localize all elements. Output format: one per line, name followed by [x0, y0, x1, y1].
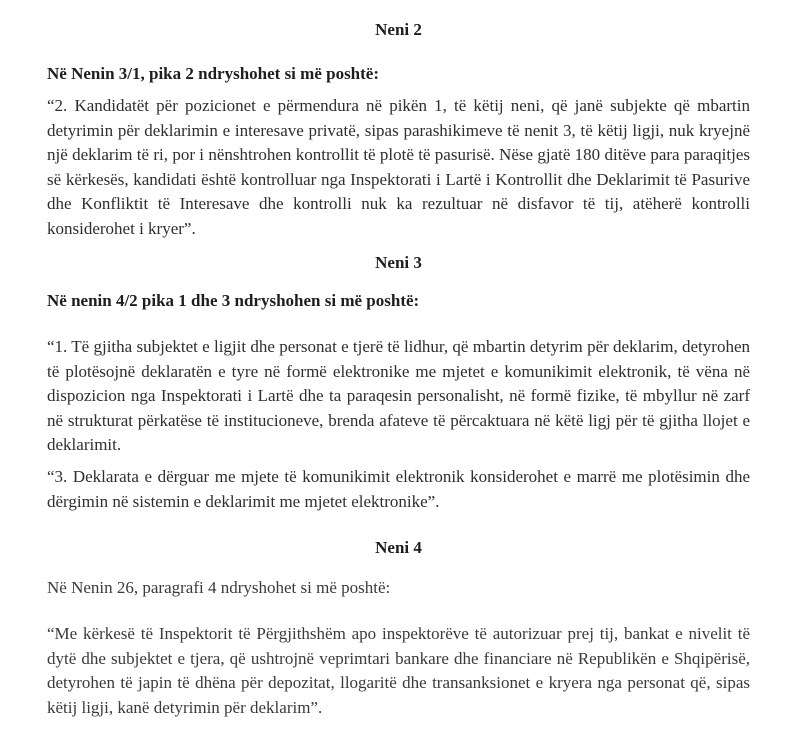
article-4-paragraph: “Me kërkesë të Inspektorit të Përgjithshëm apo inspektorëve të autorizuar prej tij, bankat e nivelit të dytë dhe subjektet e tjera, që ushtrojnë veprimtari bankare dhe financiare në Republikën e Shqipërisë, detyrohen të japin të dhëna për depozitat, llogaritë dhe transanksionet e kryera nga personat që, sipas këtij ligji, kanë detyrimin për deklarim”.: [47, 624, 750, 717]
article-3-heading: Neni 3: [375, 253, 422, 272]
article-2-heading: Neni 2: [375, 20, 422, 39]
article-2-intro: Në Nenin 3/1, pika 2 ndryshohet si më poshtë:: [47, 64, 380, 83]
article-3-paragraph-3: “3. Deklarata e dërguar me mjete të komunikimit elektronik konsiderohet e marrë me plotësimin dhe dërgimin në sistemin e deklarimit me mjetet elektronike”.: [47, 467, 750, 511]
article-4-heading: Neni 4: [375, 538, 422, 557]
article-4-intro: Në Nenin 26, paragrafi 4 ndryshohet si më poshtë:: [47, 578, 391, 597]
article-2-paragraph: “2. Kandidatët për pozicionet e përmendura në pikën 1, të këtij neni, që janë subjekte që mbartin detyrimin për deklarimin e interesave privatë, sipas parashikimeve të nenit 3, të këtij ligji, nuk kryejnë një deklarim të ri, por i nënshtrohen kontrollit të plotë të pasurisë. Nëse gjatë 180 ditëve para paraqitjes së kërkesës, kandidati është kontrolluar nga Inspektorati i Lartë i Kontrollit dhe Deklarimit të Pasurive dhe Konfliktit të Interesave dhe kontrolli nuk ka rezultuar në disfavor të tij, atëherë kontrolli konsiderohet i kryer”.: [47, 96, 750, 238]
article-3-intro: Në nenin 4/2 pika 1 dhe 3 ndryshohen si më poshtë:: [47, 291, 420, 310]
article-3-paragraph-1: “1. Të gjitha subjektet e ligjit dhe personat e tjerë të lidhur, që mbartin detyrim për deklarim, detyrohen të plotësojnë deklaratën e tyre në formë elektronike me mjetet e komunikimit elektronik, të vëna në dispozicion nga Inspektorati i Lartë dhe ta paraqesin personalisht, në formë fizike, të mbyllur në zarf në strukturat përkatëse të institucioneve, brenda afateve të përcaktuara në këtë ligj për të gjitha llojet e deklarimit.: [47, 337, 750, 454]
